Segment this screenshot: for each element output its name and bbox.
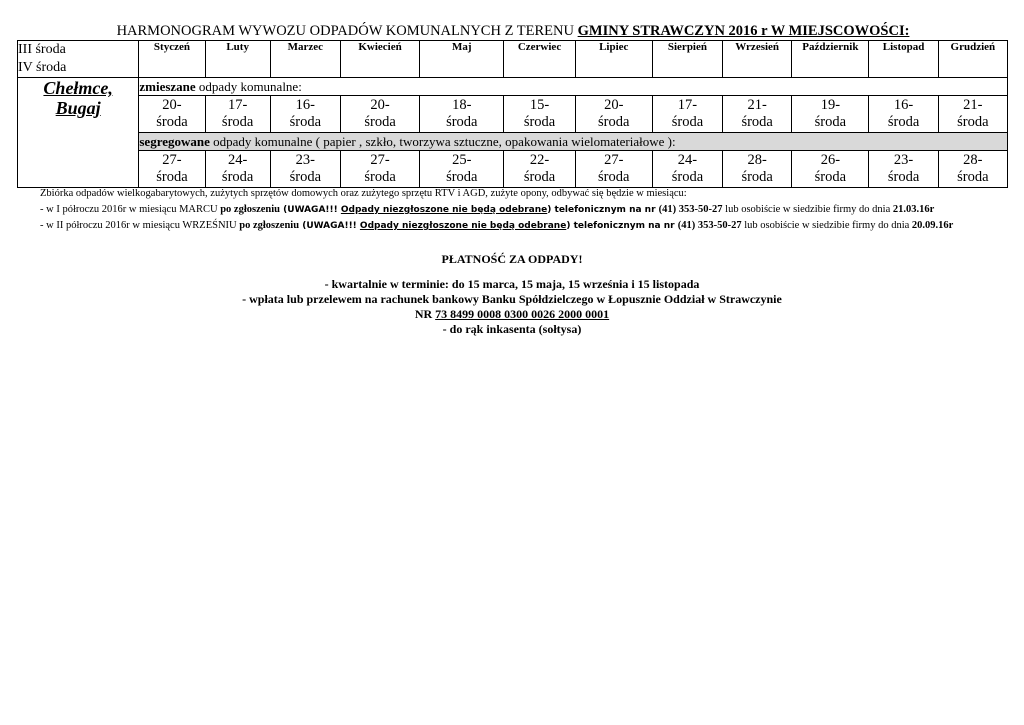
first-half-note xyxy=(40,202,1000,218)
locality-name: Chełmce, xyxy=(43,78,113,98)
note-text: - w II półroczu 2016r w miesiącu WRZEŚNIU xyxy=(40,220,240,231)
note-text: lub osobiście w siedzibie firmy do dnia xyxy=(722,204,893,215)
collection-date-cell xyxy=(723,96,792,133)
collection-day: 28- xyxy=(747,152,767,168)
mixed-label-row xyxy=(18,78,1008,96)
mixed-label-bold: zmieszane xyxy=(139,78,196,94)
collection-weekday: środa xyxy=(887,114,920,130)
collection-day: 18- xyxy=(452,97,472,113)
collection-date-cell xyxy=(504,151,575,188)
collection-date-cell xyxy=(420,96,504,133)
mixed-label-rest: odpady komunalne: xyxy=(195,78,302,94)
month-header: Maj xyxy=(420,41,504,78)
payment-title: PŁATNOŚĆ ZA ODPADY! xyxy=(441,252,583,266)
month-header: Sierpień xyxy=(652,41,722,78)
collection-weekday: środa xyxy=(957,169,989,185)
month-header: Styczeń xyxy=(139,41,205,78)
collection-weekday: środa xyxy=(887,169,920,185)
collection-date-cell xyxy=(869,96,938,133)
title-normal: HARMONOGRAM WYWOZU ODPADÓW KOMUNALNYCH Z TERENU xyxy=(116,23,578,39)
collection-date-cell xyxy=(420,151,504,188)
segregated-label-row xyxy=(18,133,1008,151)
note-text: lub osobiście w siedzibie firmy do dnia xyxy=(741,220,912,231)
note-bold: po zgłoszeniu xyxy=(239,220,300,231)
collection-day: 21- xyxy=(963,97,983,113)
collection-day: 20- xyxy=(604,97,624,113)
collection-day: 16- xyxy=(295,97,315,113)
collection-weekday: środa xyxy=(814,114,847,130)
collection-day: 24- xyxy=(227,152,248,168)
phone-number: (41) 353-50-27 xyxy=(658,204,723,215)
collection-weekday: środa xyxy=(156,169,188,185)
collection-day: 22- xyxy=(529,152,550,168)
collection-date-cell xyxy=(723,151,792,188)
collection-weekday: środa xyxy=(741,114,773,130)
collection-day: 23- xyxy=(893,152,914,168)
collection-weekday: środa xyxy=(446,114,478,130)
collection-date-cell xyxy=(340,96,419,133)
collection-date-cell xyxy=(792,96,869,133)
collection-weekday: środa xyxy=(289,169,322,185)
collection-day: 28- xyxy=(963,152,983,168)
deadline-date: 21.03.16r xyxy=(892,204,935,215)
collection-weekday: środa xyxy=(289,114,322,130)
mixed-dates-row xyxy=(18,96,1008,133)
collection-day: 21- xyxy=(747,97,767,113)
weekday-label: III środa xyxy=(18,42,66,57)
month-header: Czerwiec xyxy=(504,41,575,78)
month-header: Kwiecień xyxy=(340,41,419,78)
note-warning-underlined: Odpady niezgłoszone nie będą odebrane xyxy=(359,221,567,231)
collection-date-cell xyxy=(270,151,340,188)
month-header: Listopad xyxy=(869,41,938,78)
collection-weekday: środa xyxy=(598,114,630,130)
note-warning-underlined: Odpady niezgłoszone nie będą odebrane xyxy=(340,205,548,215)
collection-weekday: środa xyxy=(671,114,704,130)
mixed-waste-label xyxy=(139,78,1008,96)
collection-date-cell xyxy=(139,96,205,133)
note-text: - w I półroczu 2016r w miesiącu MARCU xyxy=(40,204,221,215)
month-header: Marzec xyxy=(270,41,340,78)
collection-day: 20- xyxy=(370,97,390,113)
collection-day: 20- xyxy=(162,97,182,113)
collection-weekday: środa xyxy=(523,114,556,130)
collection-date-cell xyxy=(938,151,1007,188)
payment-deadlines: - kwartalnie w terminie: do 15 marca, 15 maja, 15 września i 15 listopada xyxy=(324,277,700,291)
collection-weekday: środa xyxy=(523,169,556,185)
collection-date-cell xyxy=(139,151,205,188)
weekday-header-cell xyxy=(18,41,139,78)
collection-day: 27- xyxy=(162,152,182,168)
note-warning: UWAGA!!! xyxy=(287,205,341,215)
collection-date-cell xyxy=(792,151,869,188)
collection-day: 16- xyxy=(893,97,914,113)
month-header: Lipiec xyxy=(575,41,652,78)
collection-day: 19- xyxy=(820,97,841,113)
collection-day: 27- xyxy=(604,152,624,168)
segregated-label-bold: segregowane xyxy=(139,133,210,149)
payment-account xyxy=(0,307,1024,322)
collection-weekday: środa xyxy=(156,114,188,130)
collection-weekday: środa xyxy=(598,169,630,185)
collection-date-cell xyxy=(340,151,419,188)
note-text: ) telefonicznym na nr xyxy=(547,205,659,215)
collection-weekday: środa xyxy=(741,169,773,185)
bulky-waste-note: Zbiórka odpadów wielkogabarytowych, zużytych sprzętów domowych oraz zużytego sprzętu RTV i AGD, zużyte opony, odbywać się będzie w miesiącu: xyxy=(40,188,687,199)
collection-weekday: środa xyxy=(364,114,396,130)
collection-date-cell xyxy=(575,96,652,133)
collection-date-cell xyxy=(869,151,938,188)
document-title xyxy=(18,23,1008,40)
payment-collector: - do rąk inkasenta (sołtysa) xyxy=(442,322,582,336)
account-prefix: NR xyxy=(414,307,436,321)
phone-number: (41) 353-50-27 xyxy=(677,220,742,231)
schedule-table xyxy=(17,40,1008,188)
collection-weekday: środa xyxy=(364,169,396,185)
collection-weekday: środa xyxy=(221,114,254,130)
month-header: Luty xyxy=(205,41,270,78)
segregated-dates-row xyxy=(18,151,1008,188)
collection-weekday: środa xyxy=(957,114,989,130)
collection-date-cell xyxy=(270,96,340,133)
month-header: Wrzesień xyxy=(723,41,792,78)
segregated-waste-label xyxy=(139,133,1008,151)
month-header: Październik xyxy=(792,41,869,78)
note-paren: ( xyxy=(299,221,307,231)
deadline-date: 20.09.16r xyxy=(911,220,954,231)
collection-day: 27- xyxy=(370,152,390,168)
payment-section xyxy=(0,252,1024,337)
collection-day: 15- xyxy=(529,97,550,113)
locality-cell xyxy=(18,78,139,188)
collection-day: 23- xyxy=(295,152,315,168)
title-emphasis: GMINY STRAWCZYN 2016 r W MIEJSCOWOŚCI: xyxy=(577,23,910,39)
notes-section xyxy=(40,186,1000,234)
header-row xyxy=(18,41,1008,78)
collection-day: 24- xyxy=(677,152,698,168)
second-half-note xyxy=(40,218,1000,234)
collection-date-cell xyxy=(938,96,1007,133)
locality-name: Bugaj xyxy=(55,98,101,118)
collection-date-cell xyxy=(652,151,722,188)
payment-bank-transfer: - wpłata lub przelewem na rachunek bankowy Banku Spółdzielczego w Łopusznie Oddział w Strawczynie xyxy=(242,292,782,306)
segregated-label-rest: odpady komunalne ( papier , szkło, tworzywa sztuczne, opakowania wielomateriałowe ): xyxy=(209,133,676,149)
collection-date-cell xyxy=(205,151,270,188)
month-header: Grudzień xyxy=(938,41,1007,78)
collection-date-cell xyxy=(504,96,575,133)
collection-day: 17- xyxy=(227,97,248,113)
note-bold: po zgłoszeniu xyxy=(220,204,281,215)
collection-date-cell xyxy=(575,151,652,188)
collection-day: 25- xyxy=(452,152,472,168)
collection-weekday: środa xyxy=(446,169,478,185)
collection-date-cell xyxy=(205,96,270,133)
collection-weekday: środa xyxy=(221,169,254,185)
account-number: 73 8499 0008 0300 0026 2000 0001 xyxy=(435,307,610,321)
collection-day: 17- xyxy=(677,97,698,113)
collection-weekday: środa xyxy=(671,169,704,185)
collection-day: 26- xyxy=(820,152,841,168)
weekday-label: IV środa xyxy=(18,60,67,75)
note-warning: UWAGA!!! xyxy=(306,221,360,231)
note-paren: ( xyxy=(280,205,288,215)
collection-date-cell xyxy=(652,96,722,133)
note-text: ) telefonicznym na nr xyxy=(566,221,678,231)
collection-weekday: środa xyxy=(814,169,847,185)
